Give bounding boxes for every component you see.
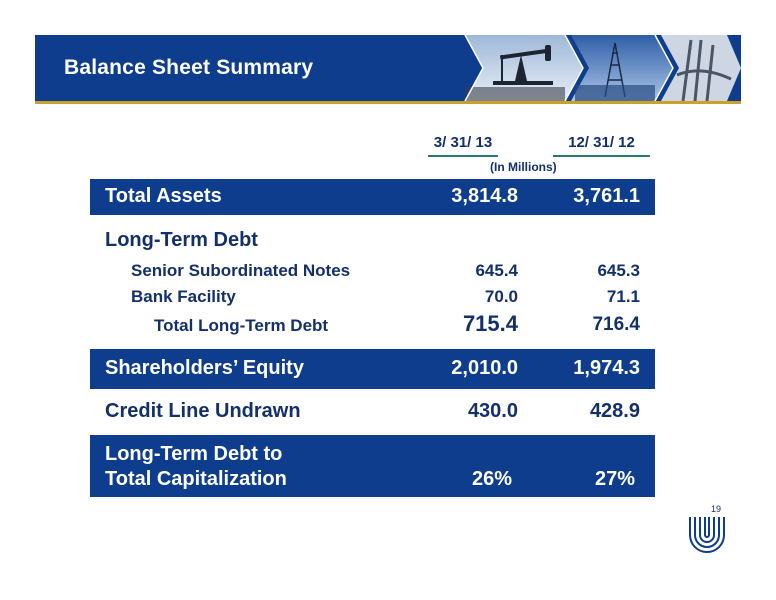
senior-notes-value-2: 645.3 <box>597 261 640 280</box>
total-assets-value-2: 3,761.1 <box>573 185 640 207</box>
page-number: 19 <box>711 504 722 514</box>
equity-value-2: 1,974.3 <box>573 357 640 379</box>
total-ltd-value-1: 715.4 <box>462 311 518 336</box>
column-header-3-31-13: 3/ 31/ 13 <box>433 134 493 151</box>
ltd-to-cap-label-line1: Long-Term Debt to <box>105 443 283 465</box>
credit-line-value-1: 430.0 <box>467 400 518 422</box>
units-note: (In Millions) <box>490 160 557 174</box>
ltd-to-cap-value-1: 26% <box>471 468 512 490</box>
slide-title: Balance Sheet Summary <box>64 56 314 79</box>
senior-notes-label: Senior Subordinated Notes <box>131 261 351 280</box>
bank-facility-value-1: 70.0 <box>484 287 518 306</box>
total-ltd-value-2: 716.4 <box>592 314 640 335</box>
bank-facility-label: Bank Facility <box>131 287 236 306</box>
total-assets-label: Total Assets <box>105 185 222 207</box>
company-logo-icon <box>686 515 728 555</box>
total-ltd-label: Total Long-Term Debt <box>154 316 329 335</box>
column-header-rule <box>553 155 650 157</box>
oilfield-photo-strip <box>455 35 741 101</box>
equity-value-1: 2,010.0 <box>451 357 518 379</box>
ltd-to-cap-value-2: 27% <box>594 468 635 490</box>
column-header-12-31-12: 12/ 31/ 12 <box>568 134 635 151</box>
credit-line-value-2: 428.9 <box>589 400 640 422</box>
credit-line-label: Credit Line Undrawn <box>105 400 301 422</box>
senior-notes-value-1: 645.4 <box>475 261 518 280</box>
long-term-debt-heading: Long-Term Debt <box>105 229 258 251</box>
banner-gold-rule <box>35 101 741 104</box>
ltd-to-cap-label-line2: Total Capitalization <box>105 468 287 490</box>
total-assets-value-1: 3,814.8 <box>451 185 518 207</box>
equity-label: Shareholders’ Equity <box>105 357 304 379</box>
column-header-rule <box>428 155 498 157</box>
bank-facility-value-2: 71.1 <box>606 287 640 306</box>
